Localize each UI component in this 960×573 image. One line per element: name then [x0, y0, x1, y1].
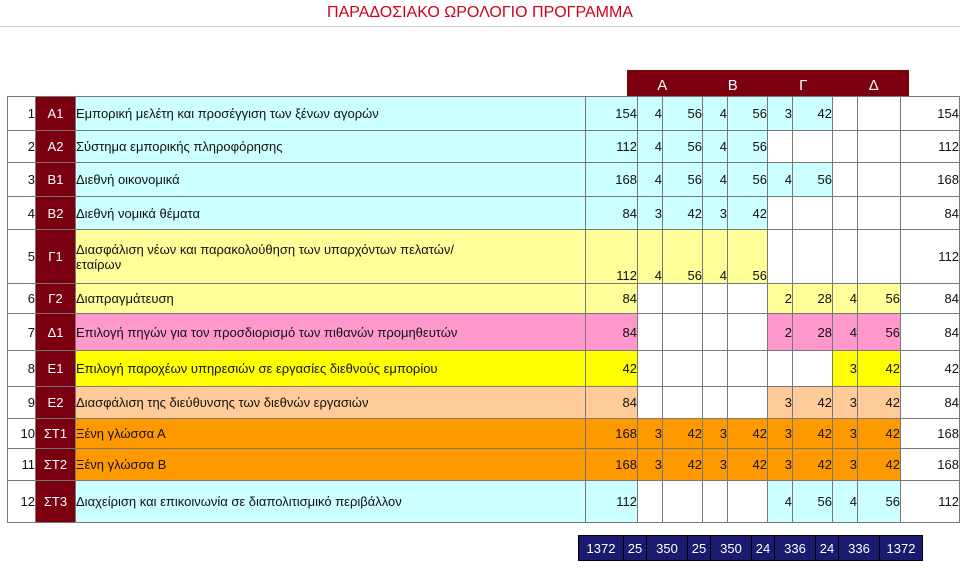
period-cell: 3	[703, 197, 728, 230]
period-cell: 56	[793, 163, 833, 197]
module-code: Β1	[36, 163, 76, 197]
period-cell: 4	[638, 163, 663, 197]
row-sum: 168	[901, 419, 960, 449]
row-sum: 84	[901, 284, 960, 314]
period-cell: 3	[833, 449, 858, 481]
row-sum: 168	[901, 163, 960, 197]
title-divider	[0, 26, 960, 27]
period-cell: 3	[768, 449, 793, 481]
period-cell: 42	[858, 351, 901, 387]
totals-cell: 1372	[880, 536, 923, 561]
totals-cell: 25	[624, 536, 647, 561]
table-row	[8, 163, 960, 197]
row-sum: 84	[901, 387, 960, 419]
period-cell: 2	[768, 284, 793, 314]
page-title: ΠΑΡΑΔΟΣΙΑΚΟ ΩΡΟΛΟΓΙΟ ΠΡΟΓΡΑΜΜΑ	[327, 4, 633, 21]
row-sum: 84	[901, 314, 960, 351]
period-cell: 56	[728, 163, 768, 197]
period-cell: 42	[858, 387, 901, 419]
module-code: ΣΤ3	[36, 481, 76, 523]
period-cell: 56	[663, 97, 703, 131]
period-cell: 56	[858, 284, 901, 314]
period-cell: 28	[793, 314, 833, 351]
period-cell	[793, 197, 833, 230]
totals-cell: 336	[775, 536, 816, 561]
period-cell: 3	[833, 387, 858, 419]
period-cell: 4	[638, 230, 663, 284]
module-name: Διασφάλιση της διεύθυνσης των διεθνών εργασιών	[76, 387, 586, 419]
column-header-b: Β	[727, 77, 738, 94]
row-number: 10	[8, 419, 36, 449]
period-cell	[728, 284, 768, 314]
period-cell	[663, 387, 703, 419]
period-cell	[728, 351, 768, 387]
schedule-table	[7, 96, 960, 523]
period-cell: 3	[638, 419, 663, 449]
column-header-c: Γ	[799, 77, 808, 94]
period-cell	[858, 230, 901, 284]
table-row	[8, 449, 960, 481]
module-name: Διεθνή οικονομικά	[76, 163, 586, 197]
module-name-line: Διασφάλιση νέων και παρακολούθηση των υπαρχόντων πελατών/	[76, 241, 454, 257]
column-header-a: Α	[657, 77, 668, 94]
totals-cell: 350	[711, 536, 752, 561]
module-hours-total: 168	[586, 449, 638, 481]
period-cell: 56	[858, 481, 901, 523]
module-code: Ε2	[36, 387, 76, 419]
period-cell: 42	[793, 387, 833, 419]
module-name: Σύστημα εμπορικής πληροφόρησης	[76, 131, 586, 163]
row-number: 3	[8, 163, 36, 197]
period-cell: 4	[638, 97, 663, 131]
period-cell: 3	[638, 449, 663, 481]
row-sum: 154	[901, 97, 960, 131]
module-hours-total: 84	[586, 314, 638, 351]
module-hours-total: 84	[586, 197, 638, 230]
period-cell	[858, 97, 901, 131]
period-cell: 42	[663, 449, 703, 481]
totals-cell: 1372	[579, 536, 624, 561]
period-cell: 56	[663, 131, 703, 163]
column-header-d: Δ	[868, 77, 879, 94]
module-hours-total: 112	[586, 131, 638, 163]
period-cell: 42	[793, 97, 833, 131]
row-sum: 112	[901, 481, 960, 523]
period-cell: 42	[858, 449, 901, 481]
period-cell	[833, 163, 858, 197]
module-hours-total: 168	[586, 163, 638, 197]
period-cell	[728, 314, 768, 351]
period-cell: 2	[768, 314, 793, 351]
module-name: Διαπραγμάτευση	[76, 284, 586, 314]
module-hours-total: 112	[586, 230, 638, 284]
period-cell: 3	[768, 97, 793, 131]
period-cell: 4	[833, 481, 858, 523]
row-number: 6	[8, 284, 36, 314]
table-row	[8, 351, 960, 387]
period-cell: 3	[768, 387, 793, 419]
module-code: Β2	[36, 197, 76, 230]
table-row	[8, 131, 960, 163]
module-name: Επιλογή παροχέων υπηρεσιών σε εργασίες διεθνούς εμπορίου	[76, 351, 586, 387]
module-name: Επιλογή πηγών για τον προσδιορισμό των πιθανών προμηθευτών	[76, 314, 586, 351]
period-cell	[768, 230, 793, 284]
period-cell: 42	[663, 197, 703, 230]
period-cell: 42	[793, 419, 833, 449]
period-cell: 3	[833, 419, 858, 449]
module-hours-total: 84	[586, 387, 638, 419]
period-cell	[728, 387, 768, 419]
module-hours-total: 42	[586, 351, 638, 387]
module-code: Γ2	[36, 284, 76, 314]
period-cell: 42	[793, 449, 833, 481]
module-code: ΣΤ2	[36, 449, 76, 481]
period-cell	[663, 351, 703, 387]
totals-cell: 25	[688, 536, 711, 561]
totals-cell: 24	[816, 536, 839, 561]
period-cell: 56	[858, 314, 901, 351]
period-cell: 4	[703, 163, 728, 197]
module-hours-total: 154	[586, 97, 638, 131]
table-row	[8, 387, 960, 419]
period-cell	[703, 314, 728, 351]
row-number: 2	[8, 131, 36, 163]
period-cell	[768, 131, 793, 163]
period-cell	[663, 284, 703, 314]
module-name-line: εταίρων	[76, 256, 122, 272]
period-cell: 42	[728, 197, 768, 230]
period-cell	[858, 163, 901, 197]
period-cell: 42	[728, 419, 768, 449]
period-cell: 3	[703, 419, 728, 449]
period-cell: 4	[703, 97, 728, 131]
period-cell	[703, 351, 728, 387]
period-cell	[858, 131, 901, 163]
module-name: Διαχείριση και επικοινωνία σε διαπολιτισμικό περιβάλλον	[76, 481, 586, 523]
module-code: Α1	[36, 97, 76, 131]
module-name: Εμπορική μελέτη και προσέγγιση των ξένων αγορών	[76, 97, 586, 131]
period-cell	[793, 230, 833, 284]
period-cell	[703, 284, 728, 314]
period-cell: 4	[703, 131, 728, 163]
row-sum: 112	[901, 230, 960, 284]
module-name: Ξένη γλώσσα Β	[76, 449, 586, 481]
module-name	[76, 230, 586, 284]
period-cell	[638, 387, 663, 419]
period-cell: 56	[793, 481, 833, 523]
period-cell	[768, 351, 793, 387]
row-sum: 84	[901, 197, 960, 230]
row-number: 12	[8, 481, 36, 523]
row-number: 8	[8, 351, 36, 387]
module-code: Δ1	[36, 314, 76, 351]
module-code: ΣΤ1	[36, 419, 76, 449]
table-row	[8, 314, 960, 351]
period-cell: 3	[833, 351, 858, 387]
table-row	[8, 419, 960, 449]
period-cell	[833, 131, 858, 163]
period-cell: 4	[833, 314, 858, 351]
table-row	[8, 97, 960, 131]
period-cell	[768, 197, 793, 230]
module-name: Ξένη γλώσσα Α	[76, 419, 586, 449]
module-code: Ε1	[36, 351, 76, 387]
period-cell	[728, 481, 768, 523]
period-cell	[833, 230, 858, 284]
totals-cell: 350	[647, 536, 688, 561]
row-number: 1	[8, 97, 36, 131]
period-cell: 56	[728, 131, 768, 163]
row-number: 9	[8, 387, 36, 419]
period-cell	[638, 284, 663, 314]
period-cell: 56	[728, 97, 768, 131]
period-cell: 4	[703, 230, 728, 284]
period-cell	[703, 481, 728, 523]
period-cell: 4	[768, 481, 793, 523]
period-cell: 56	[728, 230, 768, 284]
period-cell	[793, 131, 833, 163]
period-cell: 42	[728, 449, 768, 481]
table-row	[8, 230, 960, 284]
period-cell: 42	[663, 419, 703, 449]
table-row	[8, 284, 960, 314]
period-cell	[858, 197, 901, 230]
module-hours-total: 112	[586, 481, 638, 523]
row-number: 5	[8, 230, 36, 284]
row-number: 11	[8, 449, 36, 481]
period-cell: 56	[663, 163, 703, 197]
row-sum: 168	[901, 449, 960, 481]
period-cell: 42	[858, 419, 901, 449]
module-name: Διεθνή νομικά θέματα	[76, 197, 586, 230]
period-cell: 28	[793, 284, 833, 314]
row-sum: 42	[901, 351, 960, 387]
row-number: 4	[8, 197, 36, 230]
module-code: Γ1	[36, 230, 76, 284]
row-sum: 112	[901, 131, 960, 163]
period-cell: 4	[833, 284, 858, 314]
period-cell	[638, 314, 663, 351]
period-cell	[793, 351, 833, 387]
module-hours-total: 168	[586, 419, 638, 449]
period-cell	[833, 197, 858, 230]
totals-cell: 336	[839, 536, 880, 561]
module-code: Α2	[36, 131, 76, 163]
table-row	[8, 481, 960, 523]
period-cell	[638, 351, 663, 387]
period-cell	[663, 481, 703, 523]
period-cell: 3	[768, 419, 793, 449]
period-cell	[663, 314, 703, 351]
period-cell: 3	[703, 449, 728, 481]
period-cell: 3	[638, 197, 663, 230]
period-cell: 4	[638, 131, 663, 163]
table-row	[8, 197, 960, 230]
period-cell: 4	[768, 163, 793, 197]
module-hours-total: 84	[586, 284, 638, 314]
totals-row	[578, 535, 923, 561]
row-number: 7	[8, 314, 36, 351]
totals-cell: 24	[752, 536, 775, 561]
period-cell	[833, 97, 858, 131]
period-cell: 56	[663, 230, 703, 284]
period-cell	[638, 481, 663, 523]
period-cell	[703, 387, 728, 419]
